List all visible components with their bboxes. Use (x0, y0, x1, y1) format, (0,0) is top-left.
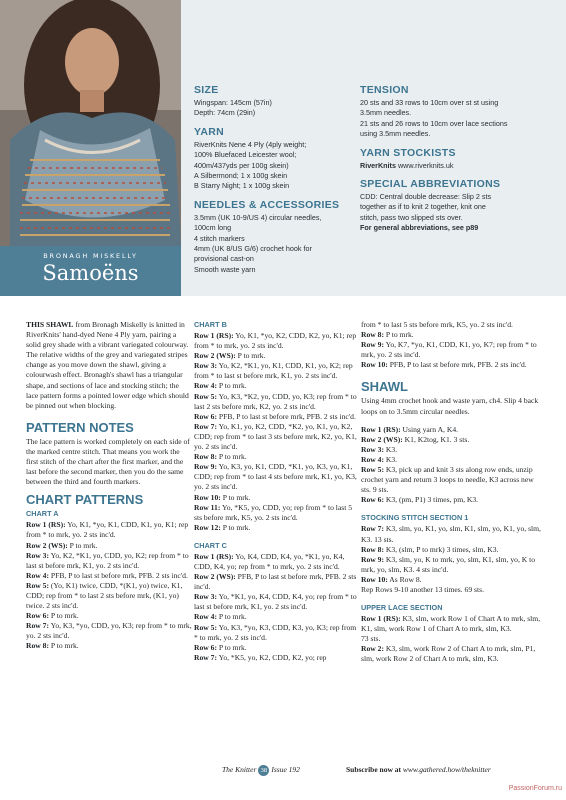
pattern-row: Row 10: P to mrk. (194, 492, 251, 502)
upper-lace-heading: UPPER LACE SECTION (361, 603, 443, 613)
pattern-row: Row 3: K3. (361, 444, 398, 454)
designer-name: BRONAGH MISKELLY (43, 252, 138, 260)
pattern-row: Row 2 (WS): P to mrk. (194, 351, 266, 361)
subscribe-link[interactable]: www.gathered.how/theknitter (402, 765, 491, 774)
pattern-row: Row 9: Yo, K3, yo, K1, CDD, *K1, yo, K3, yo, K1, CDD; rep from * to last 4 sts before mrk, K1, yo, K3, yo. 2 sts inc'd. (194, 462, 357, 492)
pattern-row: Row 3: Yo, *K1, yo, K4, CDD, K4, yo; rep from * to last st before mrk, K1, yo. 2 sts inc'd. (194, 592, 357, 612)
tension-heading: TENSION (360, 84, 409, 96)
size-heading: SIZE (194, 84, 219, 96)
pattern-row: Row 6: PFB, P to last st before mrk, PFB. 2 sts inc'd. (194, 411, 356, 421)
upper-lace-rows (361, 614, 541, 664)
chart-b-rows (194, 331, 360, 533)
shawl-text: Using 4mm crochet hook and waste yarn, ch4. Slip 4 back loops on to 3.5mm circular needles. (361, 396, 539, 416)
abbrev-body: CDD: Central double decrease: Slip 2 sts together as if to knit 2 together, knit one stitch, pass two slipped sts over. For general abbreviations, see p89 (360, 192, 492, 233)
pattern-row: 73 sts. (361, 634, 381, 644)
tension-body: 20 sts and 33 rows to 10cm over st st using 3.5mm needles. 21 sts and 26 rows to 10cm over lace sections using 3.5mm needles. (360, 98, 508, 139)
pattern-row: Row 7: K3, slm, yo, K1, yo, slm, K1, slm, yo, K1, yo, slm, K3. 13 sts. (361, 524, 541, 544)
stocking-heading: STOCKING STITCH SECTION 1 (361, 513, 469, 523)
pattern-title: Samoëns (42, 261, 139, 285)
pattern-row: Row 8: P to mrk. (26, 641, 79, 651)
pattern-row: Row 6: P to mrk. (194, 642, 247, 652)
pattern-row: Row 4: PFB, P to last st before mrk, PFB. 2 sts inc'd. (26, 570, 188, 580)
pattern-row: Row 8: P to mrk. (194, 452, 247, 462)
watermark: PassionForum.ru (508, 785, 562, 792)
pattern-row: Row 1 (RS): Yo, K1, *yo, K1, CDD, K1, yo, K1; rep from * to mrk, yo. 2 sts inc'd. (26, 520, 189, 540)
needles-body: 3.5mm (UK 10-9/US 4) circular needles, 100cm long 4 stitch markers 4mm (UK 8/US G/6) crochet hook for provisional cast-on Smooth waste yarn (194, 212, 322, 274)
pattern-row: Row 5: K3, pick up and knit 3 sts along row ends, unzip crochet yarn and return 3 loops to needle, K3 across new sts. 9 sts. (361, 465, 534, 495)
column-2 (194, 320, 360, 663)
specs-right (360, 84, 555, 241)
chart-a-rows (26, 520, 192, 651)
pattern-row: Row 2 (WS): P to mrk. (26, 540, 98, 550)
pattern-row: Row 1 (RS): K3, slm, work Row 1 of Chart A to mrk, slm, K1, slm, work Row 1 of Chart A to mrk, slm, K3. (361, 614, 541, 634)
column-3 (361, 320, 541, 665)
pattern-row: Row 5: Yo, K3, *yo, K3, CDD, K3, yo, K3; rep from * to mrk, yo. 2 sts inc'd. (194, 622, 357, 642)
pattern-row: Row 5: (Yo, K1) twice, CDD, *(K1, yo) twice, K1, CDD; rep from * to last 2 sts before mrk, (K1, yo) twice. 2 sts inc'd. (26, 580, 183, 611)
charts-heading: CHART PATTERNS (26, 492, 144, 508)
abbrev-heading: SPECIAL ABBREVIATIONS (360, 178, 501, 191)
notes-text: The lace pattern is worked completely on each side of the marked centre stitch. That means you work the first stitch of the chart after the first marker, and the last before the second marker, then you do the same between the third and fourth markers. (26, 436, 190, 487)
intro-paragraph: THIS SHAWL from Bronagh Miskelly is knitted in RiverKnits' hand-dyed Nene 4 Ply yarn, pairing a solid grey shade with a vibrant variegated colourway. The relative widths of the grey and variegated stripes change as you move down the shawl, giving a colourwash effect. Bronagh's shawl has a triangular shape, and sections of lace and stocking stitch; the lace pattern forms a pointed lower edge which should be pinned out when blocking. (26, 320, 189, 410)
pattern-row: Row 4: P to mrk. (194, 381, 247, 391)
pattern-row: Row 7: Yo, K3, *yo, CDD, yo, K3; rep from * to mrk, yo. 2 sts inc'd. (26, 621, 192, 641)
pattern-row: Row 2 (WS): PFB, P to last st before mrk, PFB. 2 sts inc'd. (194, 572, 357, 592)
chart-c-rows-cont (361, 330, 541, 370)
pattern-row: Row 8: P to mrk. (361, 330, 414, 340)
stocking-rows (361, 524, 541, 585)
pattern-row: Row 8: K3, (slm, P to mrk) 3 times, slm, K3. (361, 544, 499, 554)
shawl-rows (361, 425, 541, 506)
shawl-heading: SHAWL (361, 379, 408, 395)
chart-b-heading: CHART B (194, 320, 227, 329)
repeat-text: Rep Rows 9-10 another 13 times. 69 sts. (361, 584, 484, 594)
size-body: Wingspan: 145cm (57in) Depth: 74cm (29in) (194, 98, 272, 118)
pattern-row: Row 7: Yo, *K5, yo, K2, CDD, K2, yo; rep (194, 652, 327, 662)
pattern-row: Row 1 (RS): Yo, K4, CDD, K4, yo, *K1, yo, K4, CDD, K4, yo; rep from * to mrk, yo. 2 sts inc'd. (194, 551, 345, 571)
pattern-row: Row 11: Yo, *K5, yo, CDD, yo; rep from * to last 5 sts before mrk, K5, yo. 2 sts inc'd. (194, 502, 353, 522)
pattern-row: Row 5: Yo, K3, *K2, yo, CDD, yo, K3; rep from * to last 2 sts before mrk, K2, yo. 2 sts inc'd. (194, 391, 357, 411)
footer-subscribe: Subscribe now at www.gathered.how/theknitter (346, 765, 491, 774)
column-1 (26, 320, 192, 652)
stockists-body: RiverKnits www.riverknits.uk (360, 160, 454, 170)
pattern-row: Row 4: P to mrk. (194, 612, 247, 622)
pattern-row: Row 2 (WS): K1, K2tog, K1. 3 sts. (361, 434, 470, 444)
title-box (0, 246, 181, 296)
pattern-row: Row 10: As Row 8. (361, 574, 422, 584)
pattern-row: Row 1 (RS): Using yarn A, K4. (361, 424, 459, 434)
pattern-row: Row 2: K3, slm, work Row 2 of Chart A to mrk, slm, P1, slm, work Row 2 of Chart A to mrk, slm, K3. (361, 644, 536, 664)
pattern-row: Row 9: K3, slm, yo, K to mrk, yo, slm, K1, slm, yo, K to mrk, yo, slm, K3. 4 sts inc'd. (361, 554, 536, 574)
needles-heading: NEEDLES & ACCESSORIES (194, 198, 340, 211)
pattern-row: Row 7: Yo, K1, yo, K2, CDD, *K2, yo, K1, yo, K2, CDD; rep from * to last 3 sts before mrk, K2, yo, K1, yo. 2 sts inc'd. (194, 421, 357, 452)
pattern-row: Row 6: K3, (pm, P1) 3 times, pm, K3. (361, 495, 479, 505)
specs-left (194, 84, 364, 282)
chart-c-rows (194, 552, 360, 663)
footer-magazine: The Knitter 38 Issue 192 (222, 765, 300, 774)
pattern-row: Row 3: Yo, K2, *K1, yo, K1, CDD, K1, yo, K2; rep from * to last st before mrk, K1, yo. 2 sts inc'd. (194, 361, 353, 381)
notes-heading: PATTERN NOTES (26, 419, 134, 435)
page-number: 38 (258, 765, 269, 776)
pattern-row: Row 10: PFB, P to last st before mrk, PFB. 2 sts inc'd. (361, 360, 527, 370)
pattern-row: Row 12: P to mrk. (194, 522, 251, 532)
pattern-row: Row 1 (RS): Yo, K1, *yo, K2, CDD, K2, yo, K1; rep from * to mrk, yo. 2 sts inc'd. (194, 331, 357, 351)
pattern-row: Row 3: Yo, K2, *K1, yo, CDD, yo, K2; rep from * to last st before mrk, K1, yo. 2 sts inc'd. (26, 550, 189, 570)
chart-c-heading: CHART C (194, 540, 227, 550)
chart-a-heading: CHART A (26, 509, 59, 519)
chart-c-continued: from * to last 5 sts before mrk, K5, yo. 2 sts inc'd. (361, 320, 513, 329)
yarn-heading: YARN (194, 125, 224, 138)
pattern-row: Row 4: K3. (361, 454, 398, 464)
model-photo (0, 0, 181, 246)
pattern-row: Row 9: Yo, K7, *yo, K1, CDD, K1, yo, K7; rep from * to mrk, yo. 2 sts inc'd. (361, 340, 537, 360)
stockists-heading: YARN STOCKISTS (360, 146, 456, 159)
yarn-body: RiverKnits Nene 4 Ply (4ply weight; 100% Bluefaced Leicester wool; 400m/437yds per 100g skein) A Silbermond; 1 x 100g skein B Starry Night; 1 x 100g skein (194, 139, 307, 191)
pattern-row: Row 6: P to mrk. (26, 611, 79, 621)
